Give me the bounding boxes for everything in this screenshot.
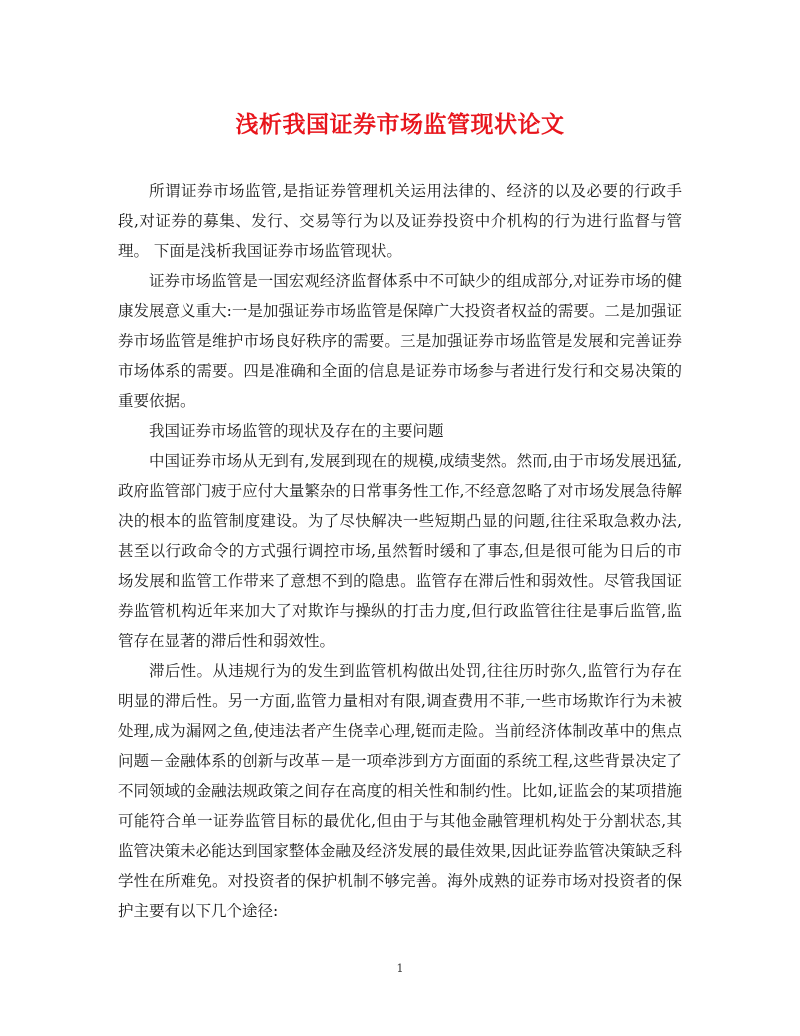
document-title: 浅析我国证券市场监管现状论文 xyxy=(235,111,565,138)
page-number: 1 xyxy=(396,962,404,975)
paragraph-lag: 滞后性。从违规行为的发生到监管机构做出处罚,往往历时弥久,监管行为存在明显的滞后性。另一方面,监管力量相对有限,调查费用不菲,一些市场欺诈行为未被处理,成为漏网之鱼,使违法者产生侥幸心理,铤而走险。当前经济体制改革中的焦点问题－金融体系的创新与改革－是一项牵涉到方方面面的系统工程,这些背景决定了不同领域的金融法规政策之间存在高度的相关性和制约性。比如,证监会的某项措施可能符合单一证券监管目标的最优化,但由于与其他金融管理机构处于分割状态,其监管决策未必能达到国家整体金融及经济发展的最佳效果,因此证券监管决策缺乏科学性在所难免。对投资者的保护机制不够完善。海外成熟的证券市场对投资者的保护主要有以下几个途径: xyxy=(118,662,682,920)
section-heading: 我国证券市场监管的现状及存在的主要问题 xyxy=(149,422,444,440)
paragraph-intro: 所谓证券市场监管,是指证券管理机关运用法律的、经济的以及必要的行政手段,对证券的募集、发行、交易等行为以及证券投资中介机构的行为进行监督与管理。 下面是浅析我国证券市场监管现状。 xyxy=(118,182,682,260)
document-body xyxy=(118,176,682,926)
paragraph-current-status: 中国证券市场从无到有,发展到现在的规模,成绩斐然。然而,由于市场发展迅猛,政府监管部门疲于应付大量繁杂的日常事务性工作,不经意忽略了对市场发展急待解决的根本的监管制度建设。为了尽快解决一些短期凸显的问题,往往采取急救办法,甚至以行政命令的方式强行调控市场,虽然暂时缓和了事态,但是很可能为日后的市场发展和监管工作带来了意想不到的隐患。监管存在滞后性和弱效性。尽管我国证券监管机构近年来加大了对欺诈与操纵的打击力度,但行政监管往往是事后监管,监管存在显著的滞后性和弱效性。 xyxy=(118,452,682,650)
paragraph-significance: 证券市场监管是一国宏观经济监督体系中不可缺少的组成部分,对证券市场的健康发展意义重大:一是加强证券市场监管是保障广大投资者权益的需要。二是加强证券市场监管是维护市场良好秩序的需要。三是加强证券市场监管是发展和完善证券市场体系的需要。四是准确和全面的信息是证券市场参与者进行发行和交易决策的重要依据。 xyxy=(118,272,682,410)
